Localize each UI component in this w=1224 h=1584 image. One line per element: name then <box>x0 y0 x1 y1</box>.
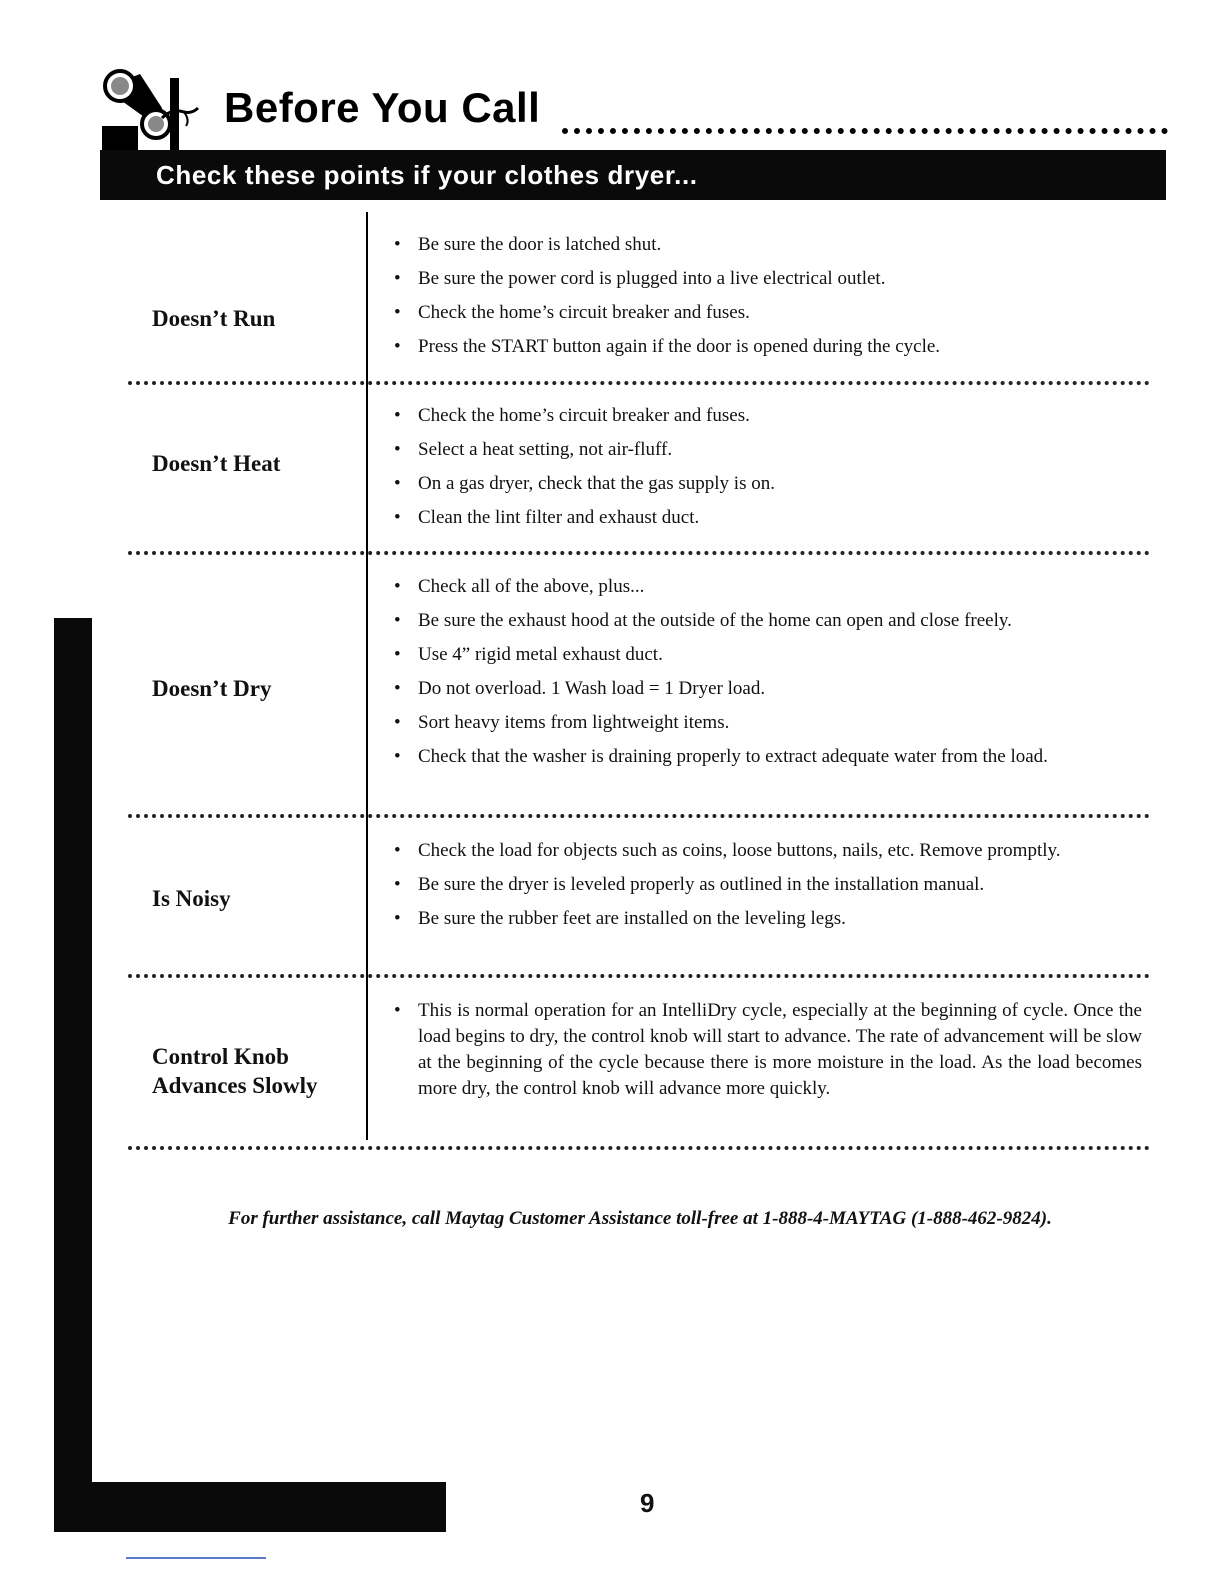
page-number: 9 <box>640 1488 655 1518</box>
problem-label: Is Noisy <box>152 886 231 911</box>
list-item: • Check all of the above, plus... <box>392 574 1142 600</box>
row-separator <box>128 381 1150 385</box>
list-item: • Sort heavy items from lightweight items. <box>392 710 1142 736</box>
list-item: • Be sure the dryer is leveled properly as outlined in the installation manual. <box>392 872 1142 898</box>
list-item: • Press the START button again if the door is opened during the cycle. <box>392 334 1142 360</box>
problem-label <box>152 1042 362 1100</box>
checklist <box>392 838 1142 940</box>
row-separator <box>128 1146 1150 1150</box>
list-item: • On a gas dryer, check that the gas supply is on. <box>392 471 1142 497</box>
row-separator <box>128 814 1150 818</box>
list-item: • Be sure the rubber feet are installed on the leveling legs. <box>392 906 1142 932</box>
page-title: Before You Call <box>224 84 541 131</box>
list-item: • Check that the washer is draining properly to extract adequate water from the load. <box>392 744 1142 770</box>
column-divider <box>366 212 368 1140</box>
checklist <box>392 232 1142 368</box>
list-item: • Be sure the door is latched shut. <box>392 232 1142 258</box>
section-banner: Check these points if your clothes dryer... <box>100 150 1166 200</box>
page-edge-bar <box>54 618 92 1532</box>
problem-label-line: Control Knob <box>152 1044 289 1069</box>
problem-label: Doesn’t Run <box>152 306 276 331</box>
problem-label: Doesn’t Dry <box>152 676 272 701</box>
list-item: • Check the home’s circuit breaker and fuses. <box>392 403 1142 429</box>
page-corner-bar <box>54 1482 446 1532</box>
list-item: • Select a heat setting, not air-fluff. <box>392 437 1142 463</box>
problem-label: Doesn’t Heat <box>152 451 281 476</box>
title-dot-leader <box>562 118 1168 134</box>
list-item: • Clean the lint filter and exhaust duct. <box>392 505 1142 531</box>
list-item: • Be sure the exhaust hood at the outside of the home can open and close freely. <box>392 608 1142 634</box>
row-separator <box>128 551 1150 555</box>
row-separator <box>128 974 1150 978</box>
page-header <box>100 68 1170 150</box>
appliance-logo-icon <box>100 68 218 150</box>
list-item: • Do not overload. 1 Wash load = 1 Dryer load. <box>392 676 1142 702</box>
list-item: • Check the home’s circuit breaker and fuses. <box>392 300 1142 326</box>
checklist <box>392 403 1142 539</box>
list-item: • Use 4” rigid metal exhaust duct. <box>392 642 1142 668</box>
bottom-rule <box>126 1557 266 1559</box>
list-item: • This is normal operation for an IntelliDry cycle, especially at the beginning of cycle. Once the load begins to dry, the control knob will start to advance. The rate of advancement will be slow at the beginning of the cycle because there is more moisture in the load. As the load becomes more dry, the control knob will advance more quickly. <box>392 998 1142 1102</box>
assistance-note: For further assistance, call Maytag Customer Assistance toll-free at 1-888-4-MAYTAG (1-888-462-9824). <box>228 1208 1052 1229</box>
list-item: • Be sure the power cord is plugged into a live electrical outlet. <box>392 266 1142 292</box>
problem-label-line: Advances Slowly <box>152 1073 318 1098</box>
list-item: • Check the load for objects such as coins, loose buttons, nails, etc. Remove promptly. <box>392 838 1142 864</box>
checklist <box>392 574 1142 778</box>
checklist <box>392 998 1142 1110</box>
